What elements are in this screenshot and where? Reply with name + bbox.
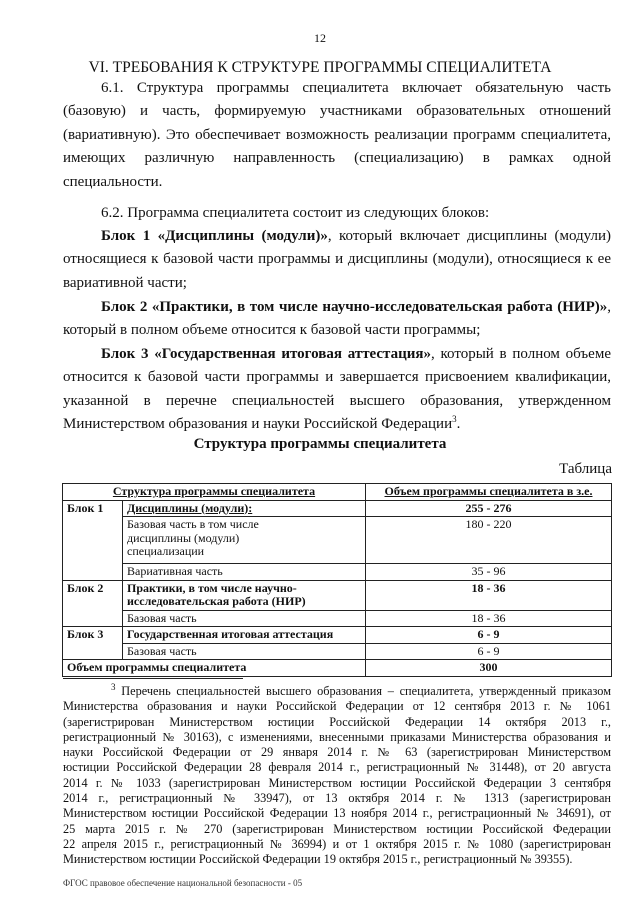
paragraph-6-2 [63,202,611,225]
table-cell-value: 18 - 36 [366,610,612,627]
table-cell: Дисциплины (модули): [123,500,366,517]
footnote-line: 22 апреля 2015 г., регистрационный № 36994) и от 1 октября 2015 г. № 1080 (зарегистрирован [63,836,611,851]
paragraph-line: вариативной части; [63,274,187,291]
table-cell-value: 18 - 36 [366,580,612,610]
footnote-line: Министерством юстиции Российской Федерации 13 ноября 2014 г., регистрационный № 34691), от [63,806,611,821]
block1-title: Блок 1 «Дисциплины (модули)» [101,228,328,244]
paragraph-line: (вариативную). Это обеспечивает возможность реализации программ специалитета, [63,126,611,143]
footnote-line: юстиции Российской Федерации 28 февраля 2014 г., регистрационный № 31448), от 20 августа [63,760,611,775]
paragraph-line: 6.2. Программа специалитета состоит из следующих блоков: [101,205,490,221]
paragraph-line: относится к базовой части программы и завершается присвоением квалификации, [63,369,611,386]
block2-title: Блок 2 «Практики, в том числе научно-исследовательская работа (НИР)» [101,299,608,315]
page-number: 12 [314,31,326,45]
footnote-marker: 3 [111,681,116,692]
block2-paragraph [63,296,611,343]
footnote-line: Министерством юстиции Российской Федерации 19 октября 2015 г., регистрационный № 39355). [63,852,573,867]
table-total-row [63,660,612,677]
footnote-line: 2014 г. № 1033 (зарегистрирован Министерством юстиции Российской Федерации 3 сентября [63,775,611,790]
footnote-reference: 3 [452,414,457,425]
table-cell: Базовая часть в том числе дисциплины (модули) специализации [123,517,366,564]
block1-paragraph [63,225,611,295]
paragraph-line: Министерством образования и науки Российской Федерации$^3$. [63,414,461,433]
footnote-line: (зарегистрирован Министерством юстиции Российской Федерации 14 октября 2013 г., [63,714,611,729]
table-row [63,643,612,660]
table-cell-total-label: Объем программы специалитета [63,660,366,677]
paragraph-line: Блок 2 «Практики, в том числе научно-исследовательская работа (НИР)», [101,299,611,315]
paragraph-line: относящиеся к базовой части программы и дисциплины (модули), относящиеся к ее [63,251,611,268]
footnote-line: 25 марта 2015 г. № 270 (зарегистрирован Министерством юстиции Российской Федерации [63,821,611,836]
paragraph-line: который в полном объеме относится к базовой части программы; [63,322,481,339]
footnote-divider [63,678,243,679]
table-cell-block-label: Блок 1 [63,500,123,580]
table-label: Таблица [559,461,612,477]
table-cell-value: 6 - 9 [366,643,612,660]
block3-paragraph [63,343,611,437]
paragraph-line: (базовую) и часть, формируемую участниками образовательных отношений [63,103,611,120]
table-row [63,610,612,627]
table-cell: Вариативная часть [123,564,366,581]
footnote [63,681,611,868]
table-caption: Структура программы специалитета [193,436,447,452]
table-row [63,627,612,644]
table-header-cell: Структура программы специалитета [63,484,366,501]
paragraph-6-1 [63,77,611,194]
table-cell: Базовая часть [123,643,366,660]
table-header-cell: Объем программы специалитета в з.е. [366,484,612,501]
table-cell: Государственная итоговая аттестация [123,627,366,644]
program-structure-table [62,483,612,677]
table-cell-value: 6 - 9 [366,627,612,644]
section-title: VI. ТРЕБОВАНИЯ К СТРУКТУРЕ ПРОГРАММЫ СПЕЦИАЛИТЕТА [88,59,552,76]
table-cell-value: 180 - 220 [366,517,612,564]
table-cell-total-value: 300 [366,660,612,677]
table-cell: Базовая часть [123,610,366,627]
table-header-row [63,484,612,501]
table-cell-block-label: Блок 3 [63,627,123,660]
paragraph-line: Блок 1 «Дисциплины (модули)», который включает дисциплины (модули) [101,228,612,244]
footnote-line: $^3$ Перечень специальностей высшего образования – специалитета, утвержденный приказом [111,681,611,698]
footnote-line: 2014 г., регистрационный № 33947), от 13 октября 2014 г. № 1313 (зарегистрирован [63,791,611,806]
table-cell-value: 35 - 96 [366,564,612,581]
footnote-line: регистрационный № 30163), с изменениями, внесенными приказами Министерства образования и [63,729,611,744]
table-row [63,517,612,564]
table-cell: Практики, в том числе научно-исследовательская работа (НИР) [123,580,366,610]
paragraph-line: специальности. [63,173,163,190]
page-footer: ФГОС правовое обеспечение национальной безопасности - 05 [63,878,303,888]
paragraph-line: указанной в перечне специальностей высшего образования, утвержденном [63,392,611,409]
table-cell-value: 255 - 276 [366,500,612,517]
paragraph-line: Блок 3 «Государственная итоговая аттестация», который в полном объеме [101,346,611,362]
table-cell-block-label: Блок 2 [63,580,123,627]
paragraph-line: имеющих различную направленность (специализацию) в рамках одной [63,150,611,167]
block3-title: Блок 3 «Государственная итоговая аттестация» [101,346,432,362]
table-row [63,564,612,581]
paragraph-line: 6.1. Структура программы специалитета включает обязательную часть [101,80,611,96]
footnote-line: Министерства образования и науки Российской Федерации от 12 сентября 2013 г. № 1061 [63,699,611,714]
table-row [63,580,612,610]
footnote-line: науки Российской Федерации от 29 января 2014 г. № 63 (зарегистрирован Министерством [63,745,611,760]
table-row [63,500,612,517]
